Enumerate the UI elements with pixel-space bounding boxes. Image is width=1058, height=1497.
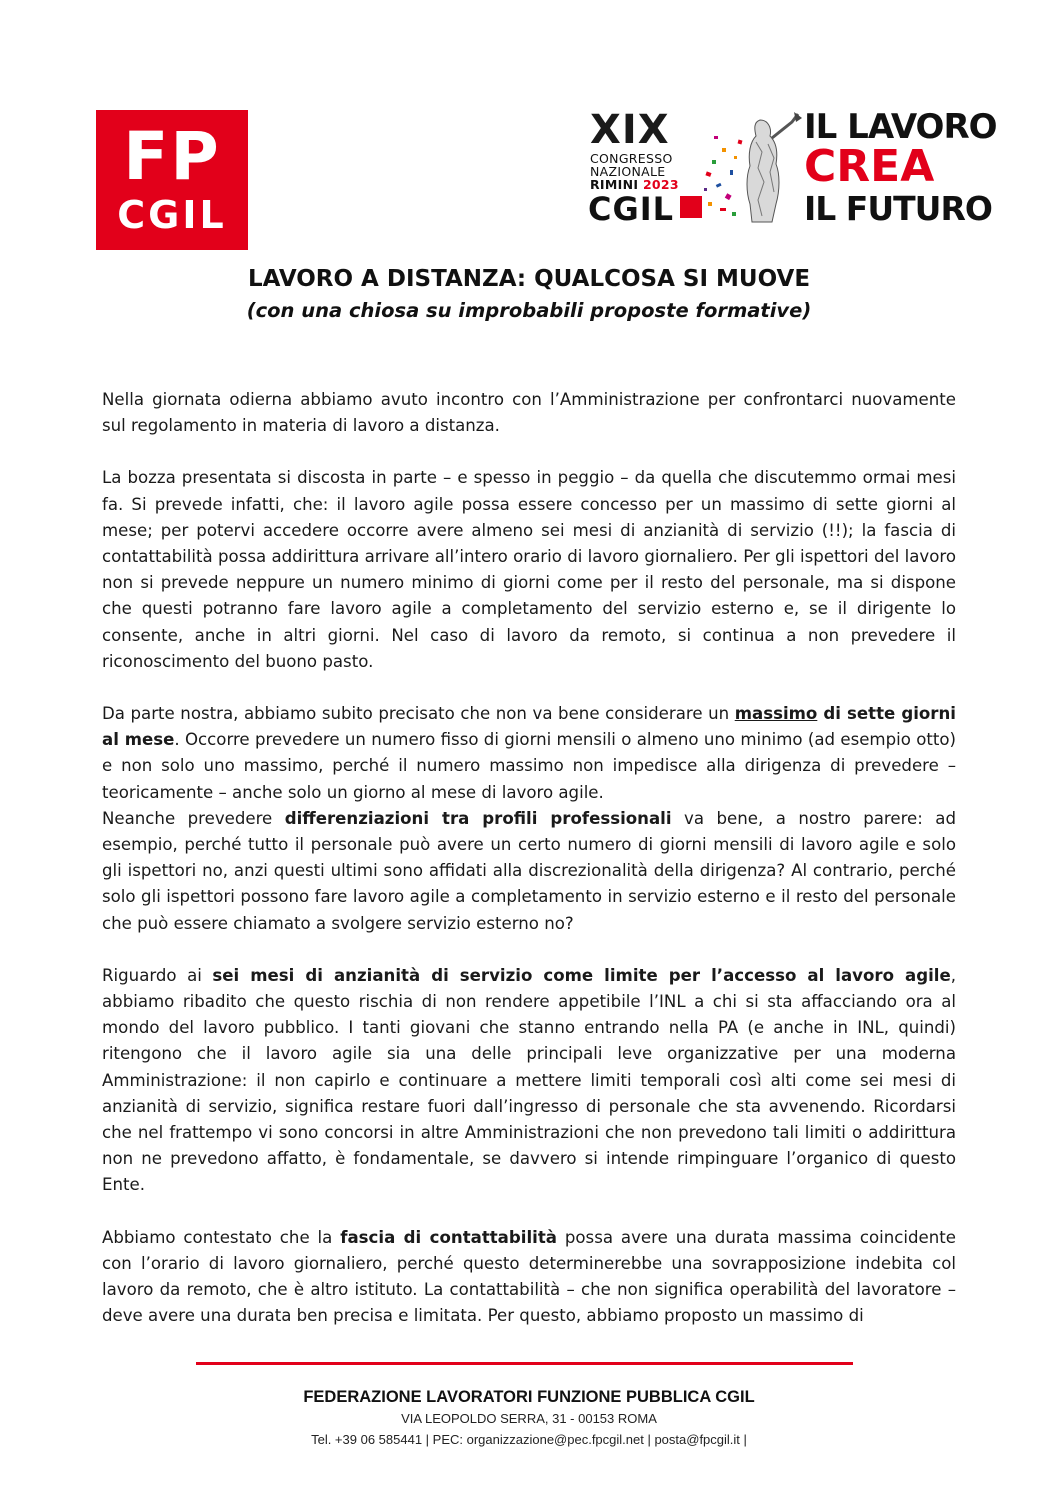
statue-confetti-illustration: [702, 112, 804, 224]
congress-city-year: RIMINI 2023: [590, 177, 679, 192]
emphasis-profili: differenziazioni tra profili professionali: [284, 808, 672, 828]
fp-cgil-logo: [96, 110, 248, 250]
document-body: [102, 387, 956, 1330]
document-subtitle: (con una chiosa su improbabili proposte formative): [246, 299, 812, 322]
emphasis-massimo: massimo: [734, 704, 818, 724]
emphasis-anzianita: sei mesi di anzianità di servizio come limite per l’accesso al lavoro agile: [212, 965, 951, 985]
paragraph-3: Da parte nostra, abbiamo subito precisato che non va bene considerare un massimo di sette giorni al mese. Occorre prevedere un numero fisso di giorni mensili o almeno uno minimo (ad esempio otto) e non solo uno massimo, perché il numero massimo non impedisce alla dirigenza di prevedere – teoricamente – anche solo un giorno al mese di lavoro agile.: [102, 704, 957, 802]
slogan-line-3: IL FUTURO: [804, 189, 992, 228]
paragraph-4: Neanche prevedere differenziazioni tra profili professionali va bene, a nostro parere: ad esempio, perché tutto il personale può avere un certo numero di giorni mensili di lavoro agile e solo gli ispettori no, anzi questi ultimi sono affidati alla discrezionalità della dirigenza? Al contrario, perché solo gli ispettori possono fare lavoro agile a completamento in servizio esterno e il resto del personale che può essere chiamato a svolgere servizio esterno no?: [102, 808, 957, 933]
paragraph-1: Nella giornata odierna abbiamo avuto incontro con l’Amministrazione per confrontarci nuovamente sul regolamento in materia di lavoro a distanza.: [102, 390, 956, 436]
emphasis-contattabilita: fascia di contattabilità: [340, 1227, 557, 1247]
footer-address: VIA LEOPOLDO SERRA, 31 - 00153 ROMA: [401, 1411, 657, 1426]
congress-line-1: CONGRESSO: [590, 151, 673, 166]
paragraph-5: Riguardo ai sei mesi di anzianità di servizio come limite per l’accesso al lavoro agile, abbiamo ribadito che questo rischia di non rendere appetibile l’INL a chi si sta affacciando ora al mondo del lavoro pubblico. I tanti giovani che stanno entrando nella PA (e anche in INL, quindi) ritengono che il lavoro agile sia una delle principali leve organizzative per una moderna Amministrazione: il non capirlo e continuare a mettere limiti temporali così alti come sei mesi di anzianità di servizio, significa restare fuori dall’ingresso di personale che sta avvenendo. Ricordarsi che nel frattempo vi sono concorsi in altre Amministrazioni che non prevedono tali limiti o addirittura non ne prevedono affatto, è fondamentale, se davvero si intende rimpinguare l’organico di questo Ente.: [102, 965, 956, 1195]
slogan-line-1: IL LAVORO: [804, 107, 997, 147]
congress-roman-numeral: XIX: [590, 107, 670, 153]
footer-organization: FEDERAZIONE LAVORATORI FUNZIONE PUBBLICA CGIL: [303, 1388, 755, 1406]
footer-contacts: Tel. +39 06 585441 | PEC: organizzazione@pec.fpcgil.net | posta@fpcgil.it |: [311, 1432, 747, 1447]
document-title: LAVORO A DISTANZA: QUALCOSA SI MUOVE: [247, 266, 811, 292]
logo-cgil-text: CGIL: [117, 193, 227, 237]
congress-logo: [586, 107, 997, 228]
paragraph-2: La bozza presentata si discosta in parte – e spesso in peggio – da quella che discutemmo ormai mesi fa. Si prevede infatti, che: il lavoro agile possa essere concesso per un massimo di sette giorni al mese; per potervi accedere occorre avere almeno sei mesi di anzianità di servizio (!!); la fascia di contattabilità possa addirittura arrivare all’intero orario di lavoro giornaliero. Per gli ispettori del lavoro non si prevede neppure un numero minimo di giorni come per il resto del personale, ma si dispone che questi potranno fare lavoro agile a completamento del servizio esterno e, se il dirigente lo consente, anche in altri giorni. Nel caso di lavoro da remoto, si continua a non prevedere il riconoscimento del buono pasto.: [102, 468, 956, 671]
logo-fp-text: FP: [123, 118, 221, 195]
congress-cgil-mark: CGIL: [588, 192, 702, 226]
footer-divider: [196, 1362, 853, 1365]
paragraph-6: Abbiamo contestato che la fascia di contattabilità possa avere una durata massima coincidente con l’orario di lavoro giornaliero, perché questo determinerebbe una sovrapposizione indebita col lavoro da remoto, che è altro istituto. La contattabilità – che non significa operabilità del lavoratore – deve avere una durata ben precisa e limitata. Per questo, abbiamo proposto un massimo di: [102, 1227, 956, 1326]
congress-line-2: NAZIONALE: [590, 164, 666, 179]
slogan-line-2: CREA: [804, 141, 935, 192]
